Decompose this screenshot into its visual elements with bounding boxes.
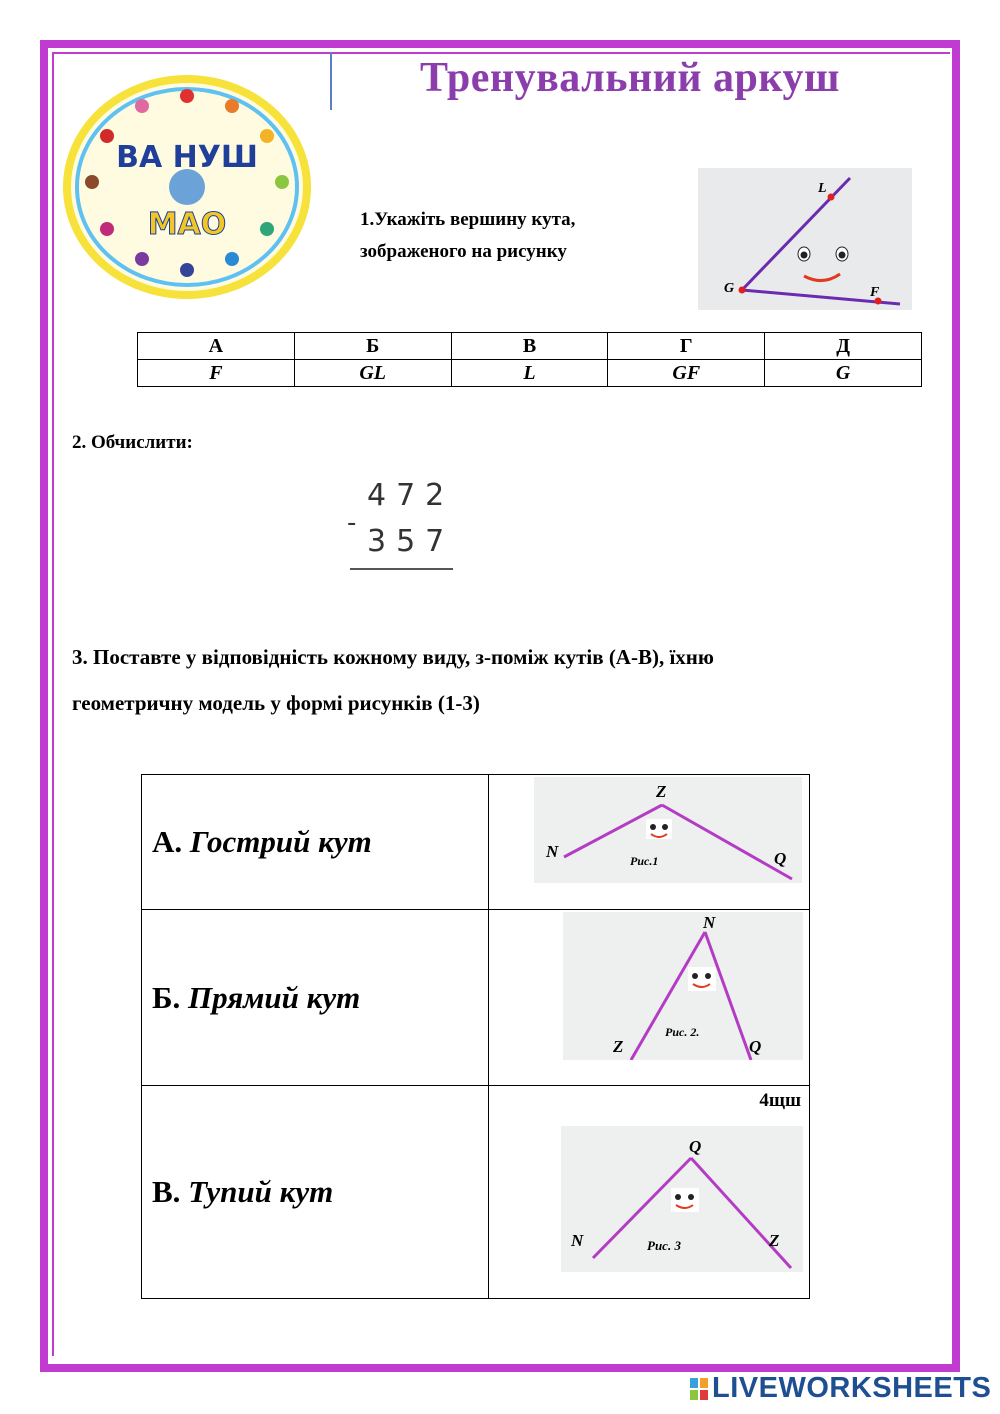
smiley-face-icon xyxy=(646,819,672,839)
minuend: 472 xyxy=(367,478,455,513)
subtraction-column xyxy=(345,478,460,578)
divider-line xyxy=(330,52,332,110)
answer-value[interactable]: L xyxy=(451,360,608,387)
label-vertex: Q xyxy=(689,1137,702,1156)
question-3 xyxy=(72,634,932,726)
matching-label-cell[interactable] xyxy=(142,910,489,1086)
answer-letter[interactable]: В xyxy=(451,333,608,360)
result-line xyxy=(350,568,453,570)
matching-figure-cell[interactable] xyxy=(489,775,810,910)
matching-row xyxy=(142,1086,810,1299)
angle-letter: В. xyxy=(152,1174,181,1209)
label-right: Q xyxy=(774,849,787,868)
answer-letter[interactable]: Д xyxy=(765,333,922,360)
answer-letter[interactable]: Б xyxy=(294,333,451,360)
school-logo xyxy=(62,74,312,300)
label-left: N xyxy=(546,842,559,861)
angle-type: Тупий кут xyxy=(188,1174,334,1209)
label-left: N xyxy=(571,1231,584,1250)
figure-caption: Рис.1 xyxy=(630,854,659,868)
answer-value[interactable]: GL xyxy=(294,360,451,387)
matching-label-cell[interactable] xyxy=(142,1086,489,1299)
question-2-label: 2. Обчислити: xyxy=(72,432,193,453)
label-g: G xyxy=(724,281,735,296)
label-right: Z xyxy=(769,1231,780,1250)
answer-value[interactable]: GF xyxy=(608,360,765,387)
matching-label-cell[interactable] xyxy=(142,775,489,910)
smiley-face-icon xyxy=(671,1188,699,1212)
question-1-line1: 1.Укажіть вершину кута, xyxy=(360,209,576,230)
answer-letters-row xyxy=(138,333,922,360)
question-1 xyxy=(360,204,575,268)
minus-sign: - xyxy=(347,508,357,538)
question-1-line2: зображеного на рисунку xyxy=(360,241,567,262)
angle-name xyxy=(142,824,488,860)
angle-letter: А. xyxy=(152,824,183,859)
label-left: Z xyxy=(613,1037,624,1056)
smiley-face-icon xyxy=(688,967,716,991)
worksheet-code: 4щш xyxy=(759,1090,801,1111)
figure-caption: Рис. 2. xyxy=(665,1025,700,1039)
matching-figure-cell[interactable] xyxy=(489,1086,810,1299)
answer-letter[interactable]: Г xyxy=(608,333,765,360)
label-l: L xyxy=(818,181,827,196)
liveworksheets-logo-icon xyxy=(690,1378,708,1400)
angle-type: Гострий кут xyxy=(189,824,372,859)
angle-name xyxy=(142,980,488,1016)
matching-figure-cell[interactable] xyxy=(489,910,810,1086)
label-right: Q xyxy=(749,1037,762,1056)
answer-values-row xyxy=(138,360,922,387)
label-vertex: Z xyxy=(656,782,667,801)
matching-row xyxy=(142,775,810,910)
angle-figure-rys3 xyxy=(561,1126,803,1272)
angle-figure-rys2 xyxy=(563,912,803,1060)
matching-row xyxy=(142,910,810,1086)
label-vertex: N xyxy=(703,913,716,932)
answer-value[interactable]: G xyxy=(765,360,922,387)
answer-table xyxy=(137,332,922,387)
angle-name xyxy=(142,1174,488,1210)
logo-text-bottom: МАО xyxy=(147,207,227,242)
subtrahend: 357 xyxy=(367,524,455,559)
matching-table xyxy=(141,774,810,1299)
point-l xyxy=(828,194,835,201)
angle-figure-1 xyxy=(698,168,912,310)
angle-letter: Б. xyxy=(152,979,181,1015)
label-f: F xyxy=(870,285,880,300)
question-3-line1: 3. Поставте у відповідність кожному виду, з-поміж кутів (А-В), їхню xyxy=(72,645,714,669)
figure-caption: Рис. 3 xyxy=(647,1238,681,1253)
point-g xyxy=(739,287,746,294)
page-title: Тренувальний аркуш xyxy=(420,55,840,101)
angle-figure-rys1 xyxy=(534,777,802,883)
question-3-line2: геометричну модель у формі рисунків (1-3) xyxy=(72,691,480,715)
liveworksheets-text: LIVEWORKSHEETS xyxy=(712,1372,992,1404)
answer-value[interactable]: F xyxy=(138,360,295,387)
angle-type: Прямий кут xyxy=(188,979,361,1015)
logo-text-top: ВА НУШ xyxy=(116,140,258,175)
answer-letter[interactable]: А xyxy=(138,333,295,360)
